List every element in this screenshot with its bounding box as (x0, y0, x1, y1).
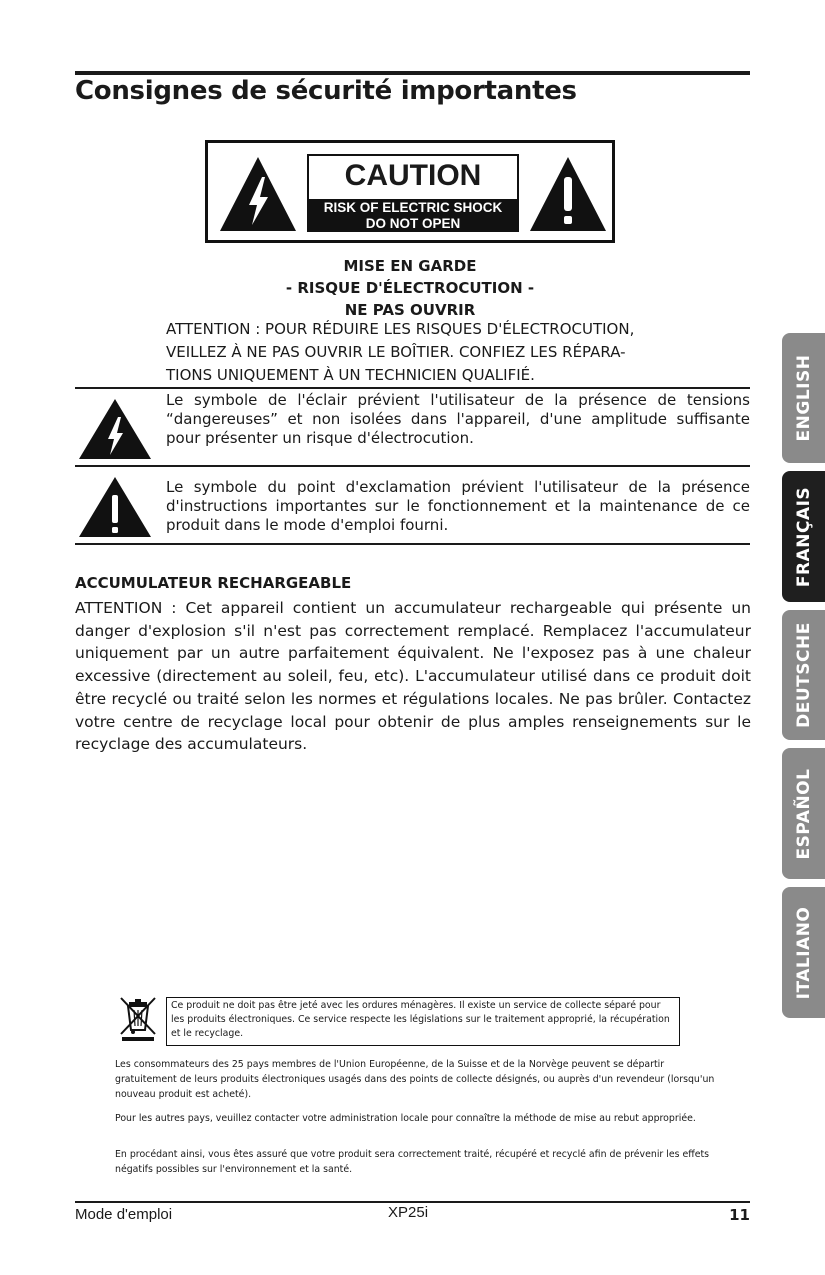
tab-francais[interactable] (782, 471, 825, 602)
tab-espanol-label: ESPAÑOL (793, 768, 814, 859)
warning-heading (205, 255, 615, 321)
tab-deutsche[interactable] (782, 610, 825, 740)
weee-paragraph-1: Les consommateurs des 25 pays membres de l'Union Européenne, de la Suisse et de la Norvège peuvent se départir gratuitement de leurs produits électroniques usagés dans des points de collecte désignés, ou auprès d'un revendeur (lorsqu'un nouveau produit est acheté). (115, 1059, 715, 1100)
attention-caps-line3: TIONS UNIQUEMENT À UN TECHNICIEN QUALIFIÉ. (166, 366, 535, 384)
tab-francais-label: FRANÇAIS (793, 486, 814, 587)
exclamation-warning-icon (528, 155, 608, 233)
caution-word: CAUTION (344, 159, 482, 192)
lightning-symbol-icon (77, 397, 153, 461)
divider-rule (75, 465, 750, 467)
weee-paragraph-3: En procédant ainsi, vous êtes assuré que votre produit sera correctement traité, récupéré et recyclé afin de prévenir les effets négatifs possibles sur l'environnement et la santé. (115, 1149, 710, 1175)
footer-model-name: XP25i (388, 1204, 429, 1221)
crossed-bin-icon (117, 996, 159, 1042)
tab-italiano[interactable] (782, 887, 825, 1018)
caution-inner-panel (307, 154, 519, 232)
caution-subtitle (309, 199, 517, 232)
electric-shock-warning-icon (218, 155, 298, 233)
top-rule (75, 71, 750, 75)
attention-caps-text (166, 318, 756, 387)
footer-rule (75, 1201, 750, 1203)
exclamation-symbol-text: Le symbole du point d'exclamation prévient l'utilisateur de la présence d'instructions importantes sur le fonctionnement et la maintenance de ce produit dans le mode d'emploi fourni. (166, 478, 750, 534)
page-number: 11 (729, 1206, 750, 1224)
attention-caps-line1: ATTENTION : POUR RÉDUIRE LES RISQUES D'ÉLECTROCUTION, (166, 320, 635, 338)
exclamation-symbol-icon (77, 475, 153, 539)
lightning-symbol-text: Le symbole de l'éclair prévient l'utilisateur de la présence de tensions “dangereuses” et non isolées dans l'appareil, d'une amplitude suffisante pour présenter un risque d'électrocution. (166, 391, 750, 447)
accumulator-title: ACCUMULATEUR RECHARGEABLE (75, 574, 352, 592)
page-title: Consignes de sécurité importantes (75, 76, 577, 106)
caution-subtitle-line2: DO NOT OPEN (365, 216, 461, 231)
accumulator-body: ATTENTION : Cet appareil contient un accumulateur rechargeable qui présente un danger d'explosion s'il n'est pas correctement remplacé. Remplacez l'accumulateur uniquement par un autre parfaitement équivalent. Ne l'exposez pas à une chaleur excessive (directement au soleil, feu, etc). L'accumulateur utilisé dans ce produit doit être recyclé ou traité selon les normes et régulations locales. Ne pas brûler. Contactez votre centre de recyclage local pour obtenir de plus amples renseignements sur le recyclage des accumulateurs. (75, 599, 751, 754)
tab-italiano-label: ITALIANO (793, 906, 814, 999)
caution-label (205, 140, 615, 243)
tab-english[interactable] (782, 333, 825, 463)
weee-notice-box: Ce produit ne doit pas être jeté avec les ordures ménagères. Il existe un service de collecte séparé pour les produits électroniques. Ce service respecte les législations sur le traitement approprié, la récupération et le recyclage. (166, 997, 680, 1046)
tab-english-label: ENGLISH (793, 354, 814, 442)
caution-subtitle-line1: RISK OF ELECTRIC SHOCK (323, 200, 503, 215)
tab-deutsche-label: DEUTSCHE (793, 622, 814, 728)
warning-heading-line2: - RISQUE D'ÉLECTROCUTION - (285, 279, 535, 297)
divider-rule (75, 387, 750, 389)
warning-heading-line1: MISE EN GARDE (343, 257, 477, 275)
attention-caps-line2: VEILLEZ À NE PAS OUVRIR LE BOÎTIER. CONFIEZ LES RÉPARA- (166, 343, 626, 361)
divider-rule (75, 543, 750, 545)
warning-heading-line3: NE PAS OUVRIR (344, 301, 476, 319)
weee-paragraph-2: Pour les autres pays, veuillez contacter votre administration locale pour connaître la méthode de mise au rebut appropriée. (115, 1113, 696, 1124)
footer-manual-label: Mode d'emploi (75, 1206, 173, 1223)
tab-espanol[interactable] (782, 748, 825, 879)
